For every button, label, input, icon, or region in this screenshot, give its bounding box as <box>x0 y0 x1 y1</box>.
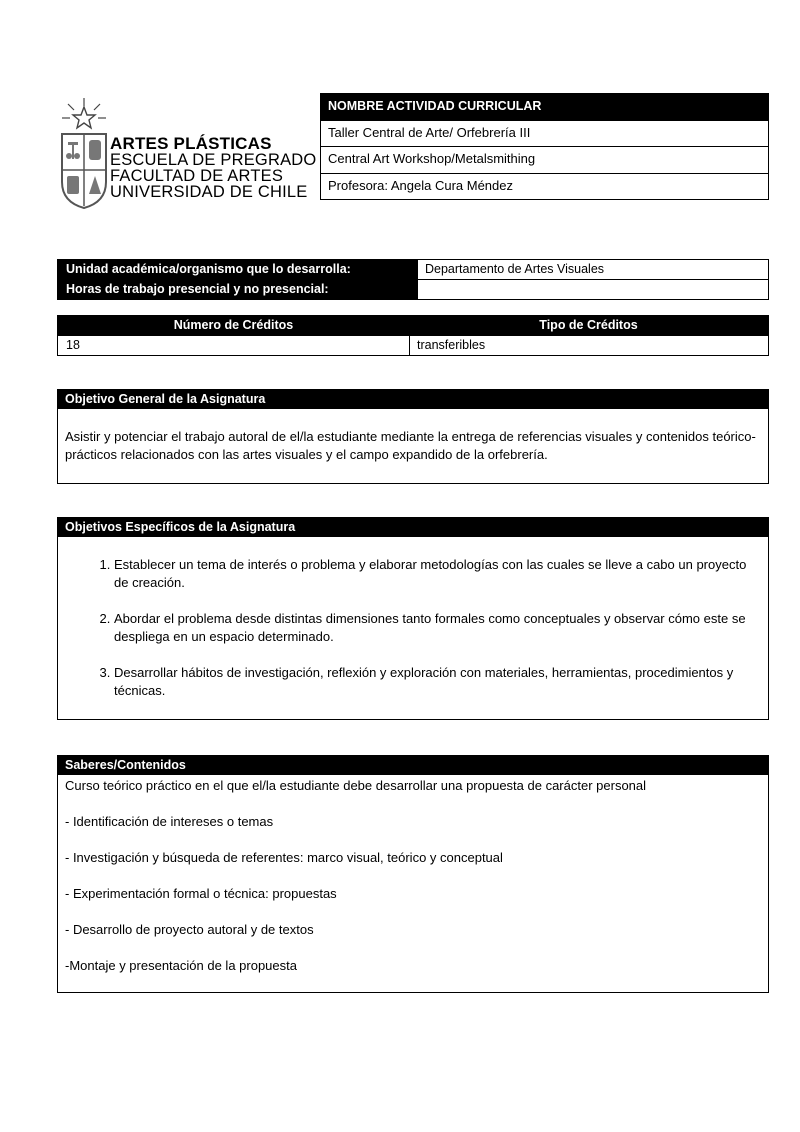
contents-body <box>58 775 768 975</box>
contents-line: -Montaje y presentación de la propuesta <box>65 958 297 973</box>
contents-title: Saberes/Contenidos <box>58 756 768 775</box>
course-name-es: Taller Central de Arte/ Orfebrería III <box>321 120 768 147</box>
credits-header-row <box>58 316 768 335</box>
contents-line: Curso teórico práctico en el que el/la estudiante debe desarrollar una propuesta de carácter personal <box>65 778 647 793</box>
university-logo <box>58 98 317 210</box>
specific-objectives-section <box>57 517 769 720</box>
contents-section <box>57 755 769 993</box>
credits-type-value: transferibles <box>409 336 768 355</box>
hours-row <box>58 279 768 299</box>
logo-brand: ARTES PLÁSTICAS <box>110 134 272 153</box>
hours-value <box>417 280 768 299</box>
course-name-en: Central Art Workshop/Metalsmithing <box>321 146 768 173</box>
credits-type-header: Tipo de Créditos <box>539 318 638 332</box>
hours-label: Horas de trabajo presencial y no presencial: <box>58 280 417 299</box>
logo-line-school: ESCUELA DE PREGRADO <box>110 151 317 169</box>
credits-value-row <box>58 335 768 355</box>
unit-label: Unidad académica/organismo que lo desarrolla: <box>58 260 417 279</box>
logo-text <box>110 136 316 200</box>
credits-table <box>57 315 769 356</box>
contents-line: - Desarrollo de proyecto autoral y de textos <box>65 922 314 937</box>
university-crest-icon <box>58 98 110 210</box>
general-objective-section <box>57 389 769 484</box>
unit-value: Departamento de Artes Visuales <box>417 260 768 279</box>
unit-row <box>58 260 768 279</box>
list-item: 2. Abordar el problema desde distintas dimensiones tanto formales como conceptuales y observar cómo este se despliega en un espacio determinado. <box>114 610 752 646</box>
contents-line: - Investigación y búsqueda de referentes: marco visual, teórico y conceptual <box>65 850 503 865</box>
course-header-title: NOMBRE ACTIVIDAD CURRICULAR <box>321 94 768 120</box>
unit-info-table <box>57 259 769 300</box>
list-item: 1. Establecer un tema de interés o problema y elaborar metodologías con las cuales se lleve a cabo un proyecto de creación. <box>114 556 752 592</box>
general-objective-title: Objetivo General de la Asignatura <box>58 390 768 409</box>
contents-line: - Identificación de intereses o temas <box>65 814 274 829</box>
contents-line: - Experimentación formal o técnica: propuestas <box>65 886 337 901</box>
general-objective-text: Asistir y potenciar el trabajo autoral de el/la estudiante mediante la entrega de referencias visuales y contenidos teórico-prácticos relacionados con las artes visuales y el campo expandido de la orfebrería. <box>65 429 756 462</box>
course-professor: Profesora: Angela Cura Méndez <box>321 173 768 200</box>
logo-line-faculty: FACULTAD DE ARTES <box>110 167 284 185</box>
logo-line-university: UNIVERSIDAD DE CHILE <box>110 183 308 201</box>
credits-number-header: Número de Créditos <box>173 318 294 332</box>
specific-objectives-list <box>58 537 768 700</box>
course-header-table <box>320 93 769 200</box>
list-item: 3. Desarrollar hábitos de investigación, reflexión y exploración con materiales, herramientas, procedimientos y técnicas. <box>114 664 752 700</box>
credits-number-value: 18 <box>66 338 80 352</box>
specific-objectives-title: Objetivos Específicos de la Asignatura <box>58 518 768 537</box>
